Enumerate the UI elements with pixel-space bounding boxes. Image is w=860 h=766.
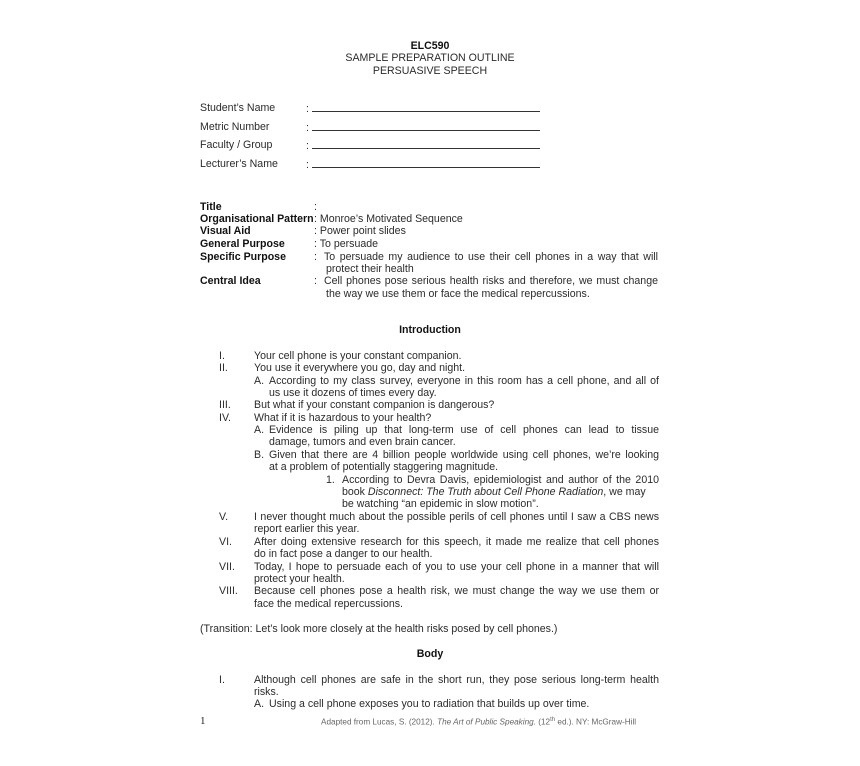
outline-title: SAMPLE PREPARATION OUTLINE <box>345 52 515 64</box>
outline-text: After doing extensive research for this speech, it made me realize that cell phones <box>254 536 659 548</box>
outline-text: According to my class survey, everyone in this room has a cell phone, and all of <box>269 375 659 387</box>
book-title: Disconnect: The Truth about Cell Phone Radiation <box>367 486 604 498</box>
outline-text-cont: face the medical repercussions. <box>254 598 403 610</box>
outline-numeral: II. <box>219 362 228 374</box>
page-number: 1 <box>200 715 206 727</box>
outline-text-cont: risks. <box>254 686 279 698</box>
field-label: Faculty / Group <box>200 139 273 151</box>
section-heading-introduction: Introduction <box>399 324 461 336</box>
detail-colon: : <box>314 251 317 263</box>
outline-text: I never thought much about the possible perils of cell phones until I saw a CBS news <box>254 511 659 523</box>
outline-numeral: VII. <box>219 561 235 573</box>
outline-numeral: IV. <box>219 412 231 424</box>
blank-line <box>312 121 540 131</box>
transition-note: (Transition: Let’s look more closely at the health risks posed by cell phones.) <box>200 623 558 635</box>
outline-numeral: III. <box>219 399 231 411</box>
detail-label: Specific Purpose <box>200 251 286 263</box>
detail-label: Organisational Pattern <box>200 213 314 225</box>
field-colon: : <box>306 158 540 172</box>
detail-label: General Purpose <box>200 238 285 250</box>
outline-text: Although cell phones are safe in the short run, they pose serious long-term health <box>254 674 659 686</box>
course-code: ELC590 <box>410 40 450 52</box>
outline-text-cont: at a problem of potentially staggering magnitude. <box>269 461 499 473</box>
outline-text-cont: book Disconnect: The Truth about Cell Phone Radiation, we may <box>342 486 646 498</box>
outline-numeral: VIII. <box>219 585 238 597</box>
outline-text: Because cell phones pose a health risk, we must change the way we use them or <box>254 585 659 597</box>
outline-text: According to Devra Davis, epidemiologist and author of the 2010 <box>342 474 659 486</box>
outline-text-cont: report earlier this year. <box>254 523 360 535</box>
outline-numeral: I. <box>219 674 225 686</box>
outline-text: Given that there are 4 billion people worldwide using cell phones, we’re looking <box>269 449 659 461</box>
blank-line <box>312 102 540 112</box>
citation-book-title: The Art of Public Speaking. <box>437 717 536 727</box>
citation-footer: Adapted from Lucas, S. (2012). The Art of Public Speaking. (12th ed.). NY: McGraw-Hill <box>321 717 637 727</box>
section-heading-body: Body <box>416 648 444 660</box>
outline-letter: B. <box>254 449 265 461</box>
detail-value: : <box>314 201 317 213</box>
detail-value: To persuade my audience to use their cell phones in a way that will <box>324 251 658 263</box>
outline-letter: A. <box>254 698 265 710</box>
detail-value-cont: the way we use them or face the medical repercussions. <box>326 288 590 300</box>
outline-text: You use it everywhere you go, day and night. <box>254 362 466 374</box>
detail-label: Central Idea <box>200 275 261 287</box>
citation-superscript: th <box>550 717 556 723</box>
blank-line <box>312 139 540 149</box>
field-label: Student’s Name <box>200 102 276 114</box>
outline-text-cont: us use it dozens of times every day. <box>269 387 437 399</box>
outline-numeral: VI. <box>219 536 232 548</box>
blank-line <box>312 158 540 168</box>
outline-text: Your cell phone is your constant companion. <box>254 350 462 362</box>
speech-type: PERSUASIVE SPEECH <box>372 65 488 77</box>
detail-colon: : <box>314 275 317 287</box>
detail-value: : Monroe’s Motivated Sequence <box>314 213 463 225</box>
outline-text: What if it is hazardous to your health? <box>254 412 432 424</box>
outline-numeral: V. <box>219 511 229 523</box>
outline-letter: A. <box>254 375 265 387</box>
field-colon: : <box>306 139 540 153</box>
outline-text: Today, I hope to persuade each of you to use your cell phone in a manner that will <box>254 561 659 573</box>
detail-value: : Power point slides <box>314 225 406 237</box>
outline-text-cont: be watching “an epidemic in slow motion”. <box>342 498 539 510</box>
detail-value: : To persuade <box>314 238 379 250</box>
outline-text-cont: do in fact pose a danger to our health. <box>254 548 433 560</box>
outline-subnumber: 1. <box>326 474 335 486</box>
detail-value-cont: protect their health <box>326 263 414 275</box>
outline-text-cont: damage, tumors and even brain cancer. <box>269 436 456 448</box>
outline-text: But what if your constant companion is dangerous? <box>254 399 495 411</box>
field-label: Metric Number <box>200 121 270 133</box>
outline-numeral: I. <box>219 350 225 362</box>
field-label: Lecturer’s Name <box>200 158 278 170</box>
detail-label: Visual Aid <box>200 225 251 237</box>
outline-text: Evidence is piling up that long-term use of cell phones can lead to tissue <box>269 424 659 436</box>
field-colon: : <box>306 102 540 116</box>
outline-text: Using a cell phone exposes you to radiation that builds up over time. <box>269 698 590 710</box>
outline-text-cont: protect your health. <box>254 573 345 585</box>
field-colon: : <box>306 121 540 135</box>
outline-letter: A. <box>254 424 265 436</box>
detail-label: Title <box>200 201 222 213</box>
detail-value: Cell phones pose serious health risks and therefore, we must change <box>324 275 658 287</box>
